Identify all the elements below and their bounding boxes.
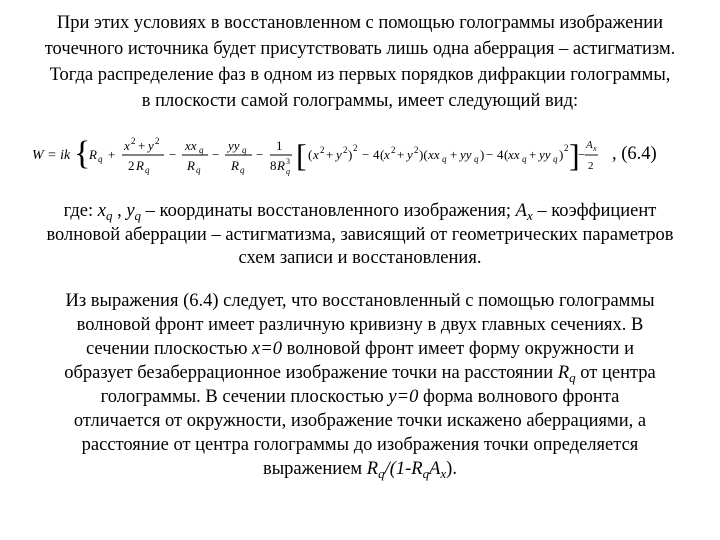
- formula-graphic: [30, 124, 598, 184]
- svg-text:(: (: [308, 147, 313, 162]
- svg-text:{: {: [74, 135, 91, 172]
- svg-text:(: (: [504, 147, 509, 162]
- svg-text:A: A: [586, 139, 593, 151]
- svg-text:+: +: [108, 147, 116, 162]
- var-a: A: [515, 201, 527, 221]
- conclusion-line-4: [0, 362, 720, 389]
- svg-text:q: q: [199, 145, 204, 155]
- conclusion-line-3-post: волновой фронт имеет форму окружности и: [281, 339, 634, 359]
- svg-text:−: −: [486, 147, 494, 162]
- conclusion-line-3: [0, 338, 720, 360]
- svg-text:q: q: [98, 154, 103, 164]
- conclusion-line-8: [0, 458, 720, 485]
- expr-end: ).: [446, 459, 457, 479]
- svg-text:q: q: [474, 154, 479, 164]
- svg-text:q: q: [242, 145, 247, 155]
- where-mid: – координаты восстановленного изображения;: [141, 201, 516, 221]
- expr-mid: /(1-R: [384, 459, 423, 479]
- svg-text:4: 4: [373, 147, 380, 162]
- intro-line-2: точечного источника будет присутствовать лишь одна аберрация – астигматизм.: [44, 39, 676, 59]
- svg-text:2: 2: [353, 143, 358, 153]
- svg-text:R: R: [136, 158, 144, 173]
- expr-a-sub: x: [440, 466, 447, 481]
- svg-text:2: 2: [320, 145, 325, 155]
- where-suffix: – коэффициент: [532, 201, 657, 221]
- svg-text:xx: xx: [508, 147, 520, 162]
- svg-text:−: −: [578, 147, 586, 162]
- conclusion-line-4-post: от центра: [575, 363, 656, 383]
- svg-text:xx: xx: [428, 147, 440, 162]
- svg-text:2: 2: [155, 136, 160, 146]
- expr-r-sub: q: [378, 466, 385, 481]
- expr-a: A: [429, 459, 441, 479]
- svg-text:2: 2: [391, 145, 396, 155]
- condition-x-zero: x=0: [252, 339, 282, 359]
- svg-text:R: R: [231, 158, 239, 173]
- svg-text:+: +: [326, 147, 334, 162]
- svg-text:R: R: [277, 158, 285, 173]
- where-line-3: схем записи и восстановления.: [238, 248, 482, 268]
- svg-text:q: q: [145, 165, 150, 175]
- conclusion-line-5-pre: голограммы. В сечении плоскостью: [100, 387, 389, 407]
- intro-line-3: Тогда распределение фаз в одном из первых порядков дифракции голограммы,: [49, 65, 671, 85]
- svg-text:R: R: [187, 158, 195, 173]
- svg-text:−: −: [169, 147, 177, 162]
- svg-text:q: q: [522, 154, 527, 164]
- expr-r: R: [366, 459, 379, 479]
- svg-text:)(: )(: [419, 147, 428, 162]
- svg-text:): ): [480, 147, 485, 162]
- conclusion-line-3-pre: сечении плоскостью: [86, 339, 253, 359]
- svg-text:2: 2: [131, 136, 136, 146]
- conclusion-line-8-pre: выражением: [263, 459, 367, 479]
- svg-text:+: +: [450, 147, 458, 162]
- svg-text:−: −: [362, 147, 370, 162]
- svg-text:2: 2: [564, 143, 569, 153]
- var-x-sub: q: [105, 208, 113, 223]
- expr-r2-sub: q: [422, 466, 430, 481]
- svg-text:x: x: [313, 147, 319, 162]
- svg-text:y: y: [407, 147, 413, 162]
- where-sep: ,: [112, 201, 127, 221]
- formula-image: [30, 124, 598, 184]
- equation-number: , (6.4): [612, 144, 657, 164]
- var-x: x: [97, 201, 106, 221]
- svg-text:1: 1: [276, 138, 283, 153]
- svg-text:2: 2: [414, 145, 419, 155]
- svg-text:−: −: [256, 147, 264, 162]
- svg-text:[: [: [296, 137, 307, 173]
- svg-text:x: x: [384, 147, 390, 162]
- svg-text:8: 8: [270, 158, 277, 173]
- where-line-2: волновой аберрации – астигматизма, зависящий от геометрических параметров: [46, 225, 674, 245]
- svg-text:yy: yy: [539, 147, 551, 162]
- svg-text:yy: yy: [460, 147, 472, 162]
- svg-text:x: x: [593, 144, 597, 153]
- svg-text:y: y: [148, 138, 154, 153]
- where-prefix: где:: [63, 201, 98, 221]
- svg-text:q: q: [196, 165, 201, 175]
- conclusion-line-5: [0, 386, 720, 408]
- svg-text:q: q: [240, 165, 245, 175]
- formula-lhs: W = ik: [32, 148, 71, 163]
- svg-text:x: x: [124, 138, 130, 153]
- var-a-sub: x: [526, 208, 533, 223]
- svg-text:): ): [559, 147, 564, 162]
- formula-6-4: [0, 122, 720, 192]
- svg-text:R: R: [89, 147, 97, 162]
- condition-y-zero: y=0: [388, 387, 419, 407]
- svg-text:q: q: [286, 167, 290, 176]
- conclusion-line-6: отличается от окружности, изображение точки искажено аберрациями, а: [73, 411, 647, 431]
- conclusion-line-5-post: форма волнового фронта: [418, 387, 620, 407]
- svg-text:+: +: [397, 147, 405, 162]
- svg-text:): ): [348, 147, 353, 162]
- svg-text:y: y: [336, 147, 342, 162]
- svg-text:(: (: [380, 147, 385, 162]
- svg-text:+: +: [529, 147, 537, 162]
- svg-text:xx: xx: [185, 138, 197, 153]
- svg-text:q: q: [442, 154, 447, 164]
- svg-text:]: ]: [569, 137, 580, 173]
- where-line-1: [0, 200, 720, 227]
- var-r: R: [557, 363, 570, 383]
- svg-text:q: q: [553, 154, 558, 164]
- svg-text:yy: yy: [228, 138, 240, 153]
- var-r-sub: q: [569, 370, 576, 385]
- var-y-sub: q: [134, 208, 142, 223]
- svg-text:−: −: [212, 147, 220, 162]
- conclusion-line-4-pre: образует безаберрационное изображение точки на расстоянии: [64, 363, 558, 383]
- conclusion-line-2: волновой фронт имеет различную кривизну в двух главных сечениях. В: [76, 315, 644, 335]
- var-y: y: [126, 201, 135, 221]
- svg-text:2: 2: [128, 158, 135, 173]
- svg-text:3: 3: [286, 157, 290, 166]
- intro-line-1: При этих условиях в восстановленном с помощью голограммы изображении: [56, 13, 664, 33]
- svg-text:4: 4: [497, 147, 504, 162]
- svg-text:+: +: [138, 138, 146, 153]
- svg-text:2: 2: [343, 145, 348, 155]
- svg-text:2: 2: [588, 160, 594, 172]
- conclusion-line-1: Из выражения (6.4) следует, что восстановленный с помощью голограммы: [65, 291, 655, 311]
- conclusion-line-7: расстояние от центра голограммы до изображения точки определяется: [81, 435, 639, 455]
- intro-line-4: в плоскости самой голограммы, имеет следующий вид:: [141, 91, 579, 111]
